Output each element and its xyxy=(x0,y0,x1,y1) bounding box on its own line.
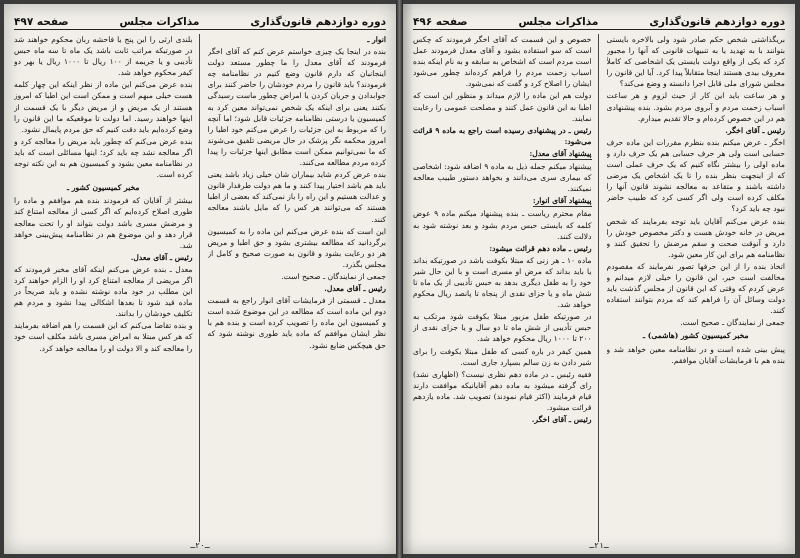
left-page-footer: ـ۲۰ـ xyxy=(190,541,210,550)
section-heading: مخبر کمیسیون کشور (هاشمی) ـ xyxy=(642,331,749,341)
paragraph: و بنده تقاضا می‌کنم که این قسمت را هم اضافه بفرمایند که هر کس مبتلا به امراض مسری باشد مکلف است خود را معالجه کند و الا دولت او را معالجه خواهد کرد. xyxy=(14,321,193,353)
paragraph: و هر ساعت باید این کار از حیث لزوم و هر ساعت اسباب زحمت مردم و آبروی مردم بشود. بنده پیشنهادی هم در این خصوص کرده‌ام و حالا تقدیم میدارم. xyxy=(606,91,785,123)
paragraph: مقام محترم ریاست ـ بنده پیشنهاد میکنم ماده ۹ عوض کلمه که بایستی حبس مردم بشود و بعد نوشته شود به دلالت کنند. xyxy=(413,209,592,241)
left-page-columns xyxy=(14,34,386,542)
motion-title: پیشنهاد آقای معدل: xyxy=(413,148,592,160)
right-page-footer: ـ۲۱ـ xyxy=(589,541,609,550)
left-session-label: مذاکرات مجلس xyxy=(119,15,200,28)
paragraph: بنده عرض کردم شاید بیماران شان خیلی زیاد باشد یعنی باید هم باشد اختیار پیدا کنند و ما هم دولت طرفدار قانون و عدالت هستیم و این راه را باز نمی‌کند که بعضی از اطبا هستند که می‌توانند هر کس را که مایل باشند معالجه کنند. xyxy=(207,170,386,224)
paragraph: معدل ـ قسمتی از فرمایشات آقای انوار راجع به قسمت دوم این ماده است که مطالعه در این موضوع شده است و کمیسیون این ماده را تصویب کرده است و بنده هم با نظر ایشان موافقم که ماده باید طوری نوشته شود که حق هیچکس ضایع نشود. xyxy=(207,296,386,350)
left-page xyxy=(4,4,396,554)
right-page-header xyxy=(413,14,785,30)
paragraph: پیش بینی شده است و در نظامنامه معین خواهد شد و بنده هم با فرمایشات آقایان موافقم. xyxy=(606,344,785,365)
left-period-label: دوره دوازدهم قانون‌گذاری xyxy=(250,15,386,28)
left-page-right-column xyxy=(208,34,387,542)
speaker-line: رئیس ـ ماده دهم قرائت میشود: xyxy=(489,243,592,253)
paragraph: اتخاذ بنده را از این حرفها تصور نفرمایند که مقصودم مخالفت است خیر، این قانون را خیلی لازم میدانم و عرض کردم که وقتی که این قانون از مجلس گذشت باید دولت وسائل آن را فراهم کند که مردم بتوانند استفاده کنند. xyxy=(606,261,785,316)
section-heading: مخبر کمیسیون کشور ـ xyxy=(67,183,140,193)
paragraph: جمعی از نمایندگان ـ صحیح است. xyxy=(680,318,785,328)
speaker-line: رئیس ـ در پیشنهادی رسیده است راجع به ماده ۹ قرائت می‌شود: xyxy=(413,125,592,146)
paragraph: بریگذاشتی شخص حکم صادر شود ولی بالاخره بایستی بتوانند با به تهدید یا به تنبیهات قانونی که آنها را مجبور کرد که یکی از واقع دولت بایستی یک اشخاصی که کاملاً معروف بیدی هستند اینجا متقابلاً پیدا کرد. آیا این قانون را مجلس شورای ملی قابل اجرا دانسته و وضع می‌کند؟ xyxy=(606,35,785,89)
paragraph: جمعی از نمایندگان ـ صحیح است. xyxy=(281,271,386,281)
paragraph: بنده عرض می‌کنم که چطور باید مریض را معالجه کرد و اگر معالجه نشد چه باید کرد؛ اینها مسائلی است که باید در نظامنامه معین بشود و کمیسیون هم به این نکته توجه کرده است. xyxy=(14,136,193,180)
speaker-line: رئیس ـ آقای معدل. xyxy=(324,284,386,294)
right-session-label: مذاکرات مجلس xyxy=(518,15,599,28)
right-page-right-column xyxy=(607,34,786,542)
paragraph: فقیه رئیس ـ در ماده دهم نظری نیست؟ (اظهاری نشد) رای گرفته میشود به ماده دهم آقایانیکه موافقت دارند قیام فرمایند (اکثر قیام نمودند) تصویب شد. ماده یازدهم قرائت میشود. xyxy=(413,369,592,412)
right-page-number: صفحه ۴۹۶ xyxy=(413,15,468,28)
paragraph: بنده عرض می‌کنم آقایان باید توجه بفرمایند که شخص مریض در خانه خودش هست و دکتر مخصوص خودش را دارد و آنوقت صحت و سقم مرضش را تحقیق کنند و نظامنامه هم برای این کار معین شود. xyxy=(606,216,785,259)
paragraph: اخگر ـ عرض میکنم بنده بنظرم مقررات این ماده حرف حسابی است ولی هر حرف حسابی هم یک حرف دارد و ماده اولی را بیشتر نگاه کنیم که یک حرف عملی است که از اینجهت بنظر بنده را تا یک اشخاص یک مرضی داشته باشند و متقاعد به معالجه نشوند قانون آنها را مکلف کرده است ولی اگر کسی کرد که طبیب حاضر نبود چه باید کرد؟ xyxy=(606,137,785,214)
right-page xyxy=(403,4,795,554)
paragraph: خصوص و این قسمت که آقای اخگر فرمودند که چکس است که سو استفاده بشود و آقای معدل فرمودند عمل است مردم است که اشخاص به سابقه و به نام اینکه بنده اسباب زحمت مردم را فراهم کرده‌اند چطور می‌شود ایشان را اصلاح کرد و گفت که نمی‌شود. xyxy=(413,35,592,89)
paragraph: دولت هم این ماده را لازم میداند و منظور این است که اطبا به این قانون عمل کنند و مصلحت عمومی را رعایت نمایند. xyxy=(413,91,592,123)
speaker-line: رئیس ـ آقای معدل. xyxy=(130,252,193,262)
right-page-columns xyxy=(413,34,785,542)
book-gutter xyxy=(396,0,403,558)
paragraph: در صورتیکه طفل مزبور مبتلا بکوفت شود مرتکب به حبس تأدیبی از شش ماه تا دو سال و یا جزای نقدی از ۲۰۰ تا ۱۰۰۰ ریال محکوم خواهد شد. xyxy=(413,312,592,344)
left-page-header xyxy=(14,14,386,30)
left-page-number: صفحه ۴۹۷ xyxy=(14,15,69,28)
paragraph: این است که بنده عرض می‌کنم این ماده را به کمیسیون برگردانید که مطالعه بیشتری بشود و حق اطبا و مریض هر دو رعایت بشود و قانون به صورت صحیح و کامل از مجلس بگذرد. xyxy=(207,226,386,269)
paragraph: ماده ۱۰ ـ هر زنی که مبتلا بکوفت باشد در صورتیکه بداند یا باید بداند که مرض او مسری است و با این حال شیر خود را به طفل دیگری بدهد به حبس تأدیبی از یک ماه تا شش ماه و یا جزای نقدی از پنجاه تا پانصد ریال محکوم خواهد شد. xyxy=(413,255,592,310)
paragraph: پیشنهاد میکنم جمله ذیل به ماده ۹ اضافه شود: اشخاصی که بیماری سری می‌دانند و بخواهد دستور طبیب معالجه نمیکنند. xyxy=(413,162,592,194)
page-edge-shadow xyxy=(403,4,413,554)
paragraph: معدل ـ بنده عرض می‌کنم اینکه آقای مخبر فرمودند که اگر مریضی از معالجه امتناع کرد او را الزام خواهند کرد این مطلب در خود ماده نوشته نشده و باید صریحاً در ماده قید شود تا بعدها اشکالی پیدا نشود و مردم هم تکلیف خودشان را بدانند. xyxy=(14,264,193,319)
speaker-line: انوار ـ xyxy=(367,35,386,44)
speaker-line: رئیس ـ آقای اخگر. xyxy=(531,415,592,425)
paragraph: بنده در اینجا یک چیزی خواستم عرض کنم که آقای اخگر فرمودند که آقای معدل را ما چطور مستعد دولت اینجانبان که دارم قانون وضع کنیم در نظامنامه چه فرمودند؟ باید قانون را مردم خودشان را حاضر کنند برای جوابدادن و جریان کردن یا امراض چطور ماست رسیدگی بکنند یعنی برای اینکه یک شخص نمی‌تواند معین کرد به کمیسیون یا درستی نظامنامه جزئیات قابل شود؛ اما آنچه را که مربوط به این جزئیات را عرض می‌کنم خود اطبا را امروز محکمه نگر پزشک در حال مریضی تلفیق می‌شوند که ما نمی‌توانیم ممکن است مطابق اینها جزئیات را پیدا کرده مردم مطالعه می‌کنند. xyxy=(207,47,386,168)
paragraph: همین کیفر در باره کسی که طفل مبتلا بکوفت را برای شیر دادن به زن سالم بسپارد جاری است. xyxy=(413,346,592,367)
paragraph: بیشتر از آقایان که فرمودند بنده هم موافقم و ماده را طوری اصلاح کرده‌ایم که اگر کسی از معالجه امتناع کند و مرضش مسری باشد دولت بتواند او را تحت معالجه قرار دهد و این موضوع هم در نظامنامه پیش‌بینی خواهد شد. xyxy=(14,196,193,250)
right-period-label: دوره دوازدهم قانون‌گذاری xyxy=(649,15,785,28)
motion-title: پیشنهاد آقای انوار: xyxy=(413,195,592,207)
left-page-left-column xyxy=(14,34,200,542)
paragraph: بنده عرض می‌کنم این ماده از نظر اینکه این چهار کلمه هست خیلی مبهم است و ممکن است این اطبا که امروز هستند از یک مریض و از مریض دیگر با یک قسمت از اینها خواهند رسید. اما دولت تا موقعیکه ما این قانون را وضع کرده‌ایم باید دقت کنیم که حق مردم پایمال نشود. xyxy=(14,80,193,134)
right-page-left-column xyxy=(413,34,599,542)
paragraph: بلندی ارثی را این پنج یا فاحشه ربان محکوم خواهند شد در صورتیکه مراتب ثابت باشد یک ماه تا سه ماه حبس تأدیبی و یا جریمه از ۱۰۰ ریال تا ۱۰۰۰ ریال یا بهر دو کیفر محکوم خواهد شد. xyxy=(14,35,193,78)
speaker-line: رئیس ـ آقای اخگر. xyxy=(725,125,785,135)
